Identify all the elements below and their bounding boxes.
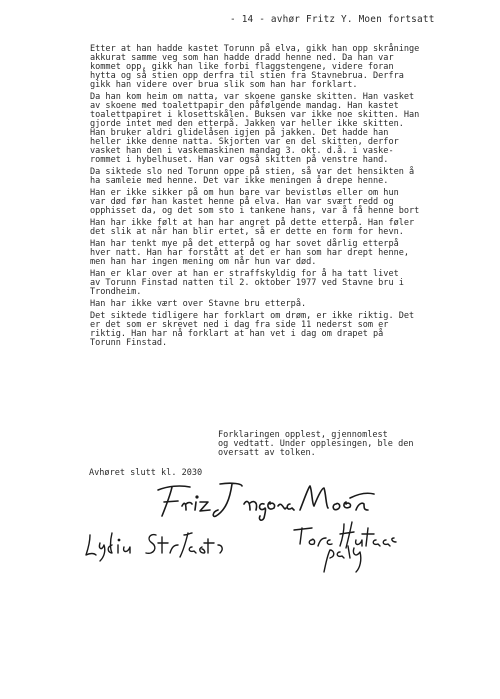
text-line: men han har ingen mening om når hun var død. (90, 257, 317, 267)
text-line: det slik at når han blir ertet, så er dette en form for hevn. (90, 227, 404, 237)
text-line: Torunn Finstad. (90, 338, 168, 348)
text-line: kommet opp, gikk han like forbi flaggstengene, videre foran (90, 62, 394, 72)
page-header: - 14 - avhør Fritz Y. Moen fortsatt (230, 14, 435, 25)
paragraph-8 (90, 300, 490, 309)
signature-right-drawing (290, 518, 400, 574)
text-line: av Torunn Finstad natten til 2. oktober 1977 ved Stavne bru i (90, 278, 404, 288)
signature-main (150, 476, 380, 524)
text-line: gikk han videre over brua slik som han har forklart. (90, 80, 358, 90)
paragraph-2 (90, 93, 490, 165)
text-line: av skoene med toalettpapir den påfølgende mandag. Han kastet (90, 101, 399, 111)
text-line: Han har ikke vært over Stavne bru etterpå. (90, 299, 307, 309)
text-line: akkurat samme veg som han hadde dradd henne ned. Da han var (90, 53, 394, 63)
text-line: og vedtatt. Under opplesingen, ble den (218, 439, 414, 450)
text-line: er det som er skrevet ned i dag fra side 11 nederst som er (90, 320, 389, 330)
text-line: oversatt av tolken. (218, 448, 316, 459)
text-line: hytta og så stien opp derfra til stien fra Stavnebrua. Derfra (90, 71, 404, 81)
paragraph-6 (90, 240, 490, 267)
text-line: Etter at han hadde kastet Torunn på elva, gikk han opp skråninge (90, 44, 420, 54)
paragraph-5 (90, 219, 490, 237)
text-line: Da han kom heim om natta, var skoene ganske skitten. Han vasket (90, 92, 415, 102)
text-line: gjorde intet med den etterpå. Jakken var heller ikke skitten. (90, 119, 404, 129)
text-line: heller ikke denne natta. Skjorten var en del skitten, derfor (90, 137, 399, 147)
interview-end-time: Avhøret slutt kl. 2030 (89, 468, 203, 478)
text-line: Da siktede slo ned Torunn oppe på stien, så var det hensikten å (90, 167, 415, 177)
signature-main-drawing (150, 476, 380, 524)
text-line: Han er klar over at han er straffskyldig for å ha tatt livet (90, 269, 399, 279)
text-line: opphisset da, og det som sto i tankene hans, var å få henne bort (90, 206, 420, 216)
text-line: Han har tenkt mye på det etterpå og har sovet dårlig etterpå (90, 239, 399, 249)
text-line: riktig. Han har nå forklart at han vet i dag om drapet på (90, 329, 384, 339)
text-line: Han bruker aldri glidelåsen igjen på jakken. Det hadde han (90, 128, 389, 138)
text-line: Forklaringen opplest, gjennomlest (218, 430, 388, 440)
text-line: ha samleie med henne. Det var ikke meningen å drepe henne. (90, 176, 389, 186)
text-line: rommet i hybelhuset. Han var også skitten på venstre hand. (90, 155, 389, 165)
signature-left-drawing (84, 525, 259, 563)
text-line: Han har ikke følt at han har angret på dette etterpå. Han føler (90, 218, 415, 228)
text-line: Det siktede tidligere har forklart om drøm, er ikke riktig. Det (90, 311, 415, 321)
text-line: Trondheim. (90, 287, 142, 297)
text-line: toalettpapiret i klosettskålen. Buksen var ikke noe skitten. Han (90, 110, 420, 120)
paragraph-4 (90, 189, 490, 216)
paragraph-7 (90, 270, 490, 297)
text-line: vasket han den i vaskemaskinen mandag 3. okt. d.å. i vaske- (90, 146, 394, 156)
paragraph-9 (90, 312, 490, 348)
paragraph-3 (90, 168, 490, 186)
paragraph-1 (90, 45, 490, 90)
signature-left (84, 525, 259, 563)
text-line: hver natt. Han har forstått at det er han som har drept henne, (90, 248, 410, 258)
signature-right (290, 518, 400, 574)
closing-statement (218, 431, 414, 459)
text-line: Han er ikke sikker på om hun bare var bevistløs eller om hun (90, 188, 399, 198)
text-line: var død før han kastet henne på elva. Han var svært redd og (90, 197, 394, 207)
statement-body (90, 45, 490, 351)
